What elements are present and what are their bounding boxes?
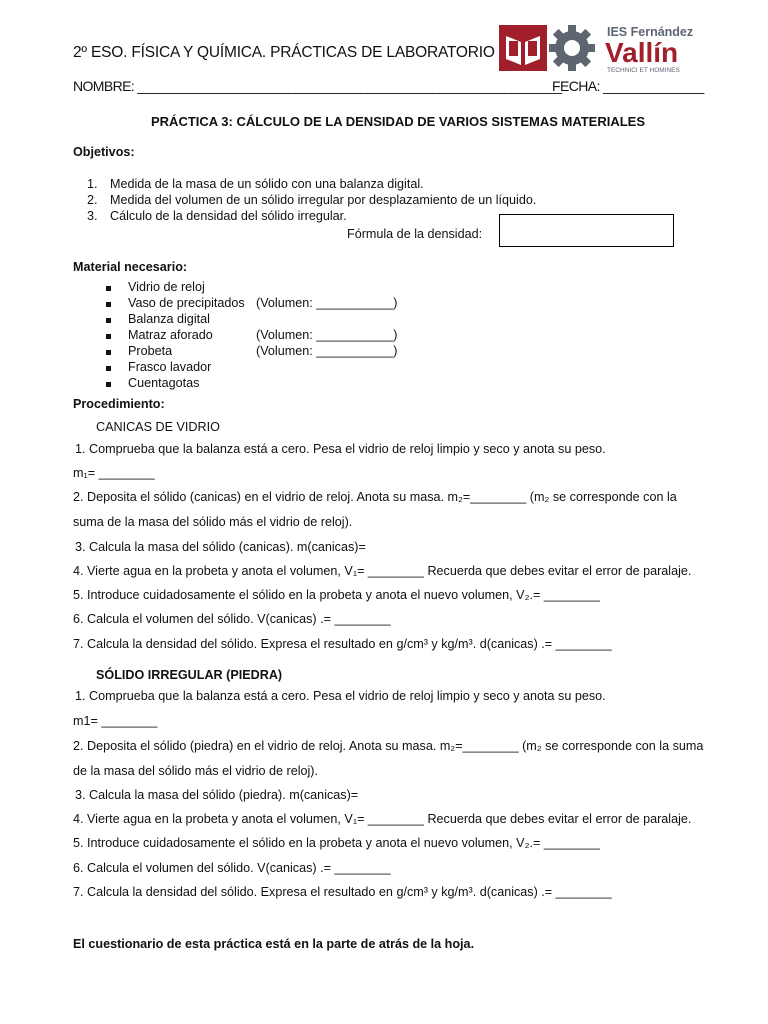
- step-line: 7. Calcula la densidad del sólido. Expresa el resultado en g/cm³ y kg/m³. d(canicas) .= ________: [73, 885, 612, 899]
- bullet-icon: [106, 334, 111, 339]
- objective-text: Medida de la masa de un sólido con una balanza digital.: [110, 177, 424, 191]
- objective-num: 3.: [87, 209, 98, 223]
- course-header: 2º ESO. FÍSICA Y QUÍMICA. PRÁCTICAS DE LABORATORIO: [73, 44, 495, 61]
- step-line: 5. Introduce cuidadosamente el sólido en la probeta y anota el nuevo volumen, V₂.= ________: [73, 588, 600, 602]
- objective-text: Medida del volumen de un sólido irregular por desplazamiento de un líquido.: [110, 193, 537, 207]
- objective-num: 2.: [87, 193, 98, 207]
- bullet-icon: [106, 286, 111, 291]
- step-line: de la masa del sólido más el vidrio de reloj).: [73, 764, 318, 778]
- material-volume: (Volumen: ___________): [256, 344, 398, 358]
- step-line: 3. Calcula la masa del sólido (piedra). m(canicas)=: [75, 788, 359, 802]
- bullet-icon: [106, 350, 111, 355]
- step-line: 1. Comprueba que la balanza está a cero. Pesa el vidrio de reloj limpio y seco y anota su peso.: [75, 442, 606, 456]
- material-name: Vidrio de reloj: [128, 280, 205, 294]
- bullet-icon: [106, 382, 111, 387]
- step-line: 5. Introduce cuidadosamente el sólido en la probeta y anota el nuevo volumen, V₂.= ________: [73, 836, 600, 850]
- bullet-icon: [106, 302, 111, 307]
- material-name: Frasco lavador: [128, 360, 212, 374]
- procedure-heading: Procedimiento:: [73, 397, 165, 411]
- formula-answer-box: [499, 214, 674, 247]
- logo-line1: IES Fernández: [607, 25, 694, 39]
- logo-line3: TECHNICI ET HOMINES: [607, 67, 680, 74]
- m1-field: m₁= ________: [73, 466, 155, 480]
- step-line: 1. Comprueba que la balanza está a cero. Pesa el vidrio de reloj limpio y seco y anota su peso.: [75, 689, 606, 703]
- bullet-icon: [106, 366, 111, 371]
- footer-note: El cuestionario de esta práctica está en la parte de atrás de la hoja.: [73, 937, 475, 951]
- step-line: suma de la masa del sólido más el vidrio de reloj).: [73, 515, 353, 529]
- m1-field: m1= ________: [73, 714, 158, 728]
- step-line: 6. Calcula el volumen del sólido. V(canicas) .= ________: [73, 861, 391, 875]
- objectives-heading: Objetivos:: [73, 145, 135, 159]
- practice-title: PRÁCTICA 3: CÁLCULO DE LA DENSIDAD DE VARIOS SISTEMAS MATERIALES: [151, 114, 646, 129]
- bullet-icon: [106, 318, 111, 323]
- step-line: 7. Calcula la densidad del sólido. Expresa el resultado en g/cm³ y kg/m³. d(canicas) .= ________: [73, 637, 612, 651]
- logo-book-gear-icon: [499, 22, 699, 74]
- material-name: Balanza digital: [128, 312, 210, 326]
- name-field: NOMBRE: ___________________________________________________________: [73, 78, 562, 94]
- school-logo: [499, 22, 699, 74]
- material-name: Probeta: [128, 344, 173, 358]
- material-name: Matraz aforado: [128, 328, 213, 342]
- section-title-canicas: CANICAS DE VIDRIO: [96, 420, 220, 434]
- logo-line2: Vallín: [605, 37, 679, 68]
- material-name: Cuentagotas: [128, 376, 200, 390]
- material-name: Vaso de precipitados: [128, 296, 245, 310]
- step-line: 4. Vierte agua en la probeta y anota el volumen, V₁= ________ Recuerda que debes evitar el error de paralaje.: [73, 812, 692, 826]
- step-line: 2. Deposita el sólido (canicas) en el vidrio de reloj. Anota su masa. m₂=________ (m₂ se corresponde con la: [73, 490, 677, 504]
- objective-num: 1.: [87, 177, 98, 191]
- section-title-piedra: SÓLIDO IRREGULAR (PIEDRA): [96, 668, 283, 682]
- objective-text: Cálculo de la densidad del sólido irregular.: [110, 209, 347, 223]
- formula-label: Fórmula de la densidad:: [347, 227, 483, 241]
- date-field: FECHA: ______________: [552, 78, 704, 94]
- materials-heading: Material necesario:: [73, 260, 188, 274]
- step-line: 4. Vierte agua en la probeta y anota el volumen, V₁= ________ Recuerda que debes evitar el error de paralaje.: [73, 564, 692, 578]
- step-line: 6. Calcula el volumen del sólido. V(canicas) .= ________: [73, 612, 391, 626]
- material-volume: (Volumen: ___________): [256, 296, 398, 310]
- step-line: 3. Calcula la masa del sólido (canicas). m(canicas)=: [75, 540, 366, 554]
- step-line: 2. Deposita el sólido (piedra) en el vidrio de reloj. Anota su masa. m₂=________ (m₂ se corresponde con la suma: [73, 739, 704, 753]
- material-volume: (Volumen: ___________): [256, 328, 398, 342]
